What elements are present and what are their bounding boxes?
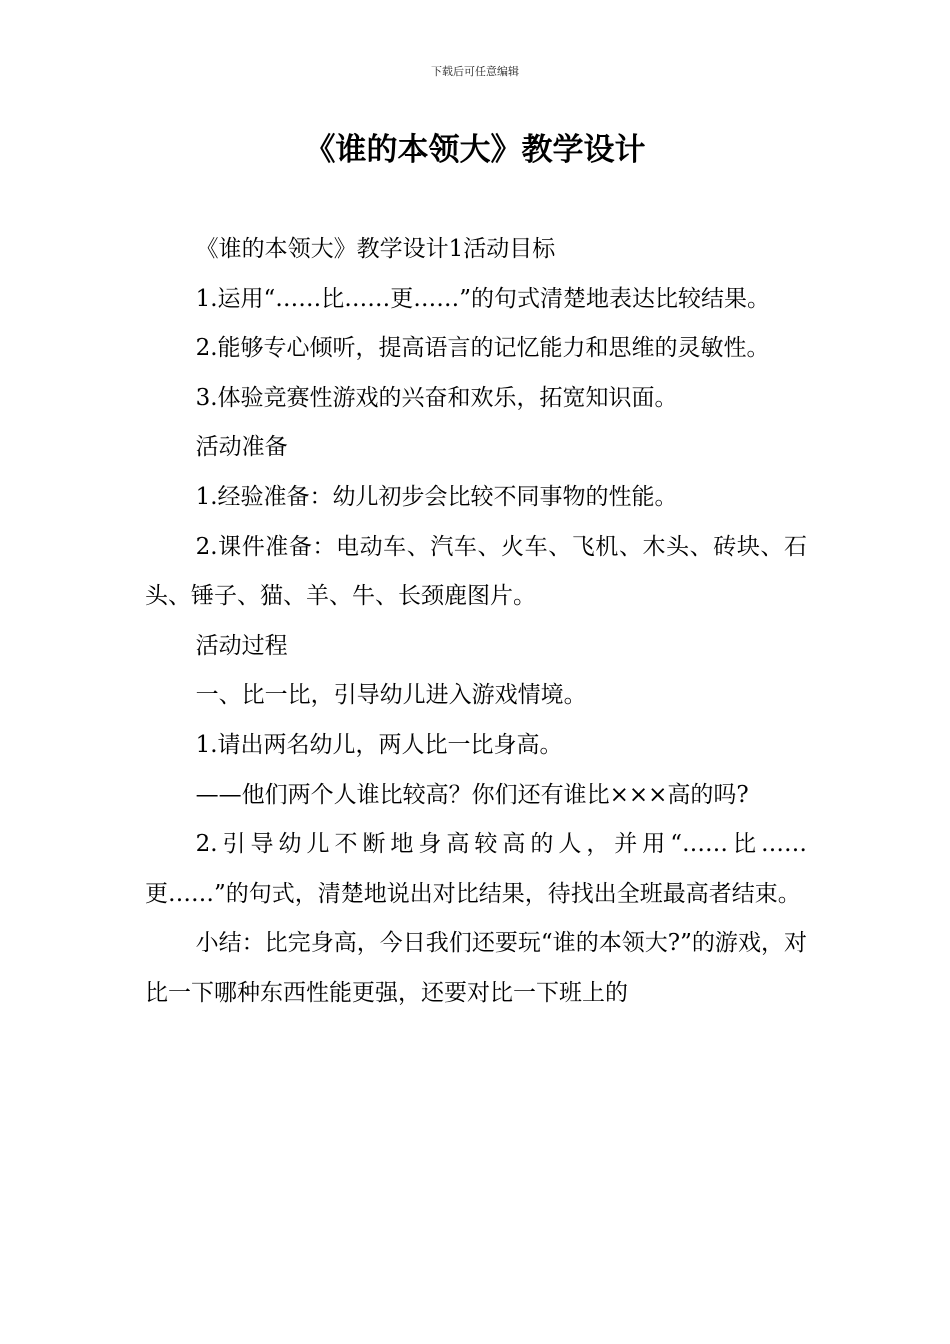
paragraph-preparation-2: 2.课件准备：电动车、汽车、火车、飞机、木头、砖块、石头、锤子、猫、羊、牛、长颈鹿图片。	[145, 533, 807, 610]
document-title: 《谁的本领大》教学设计	[304, 132, 646, 168]
paragraph-step-one: 一、比一比，引导幼儿进入游戏情境。	[195, 682, 587, 709]
paragraph-goal-1: 1.运用“……比……更……”的句式清楚地表达比较结果。	[195, 285, 771, 312]
paragraph-preparation-1: 1.经验准备：幼儿初步会比较不同事物的性能。	[195, 483, 678, 510]
paragraph-step-one-1: 1.请出两名幼儿，两人比一比身高。	[195, 731, 563, 758]
paragraph-summary: 小结：比完身高，今日我们还要玩“谁的本领大?”的游戏，对比一下哪种东西性能更强，还要对比一下班上的	[145, 930, 807, 1006]
paragraph-preparation-heading: 活动准备	[195, 434, 288, 461]
paragraph-activity-goals-heading: 《谁的本领大》教学设计1活动目标	[195, 236, 556, 262]
header-note: 下载后可任意编辑	[431, 65, 519, 78]
paragraph-goal-2: 2.能够专心倾听，提高语言的记忆能力和思维的灵敏性。	[195, 335, 770, 362]
paragraph-question: ——他们两个人谁比较高？你们还有谁比×××高的吗?	[195, 781, 749, 808]
paragraph-step-one-2: 2.引导幼儿不断地身高较高的人，并用“……比……更……”的句式，清楚地说出对比结果，待找出全班最高者结束。	[145, 831, 807, 907]
paragraph-process-heading: 活动过程	[195, 632, 288, 659]
document-body	[145, 225, 807, 1019]
paragraph-goal-3: 3.体验竞赛性游戏的兴奋和欢乐，拓宽知识面。	[195, 384, 678, 411]
